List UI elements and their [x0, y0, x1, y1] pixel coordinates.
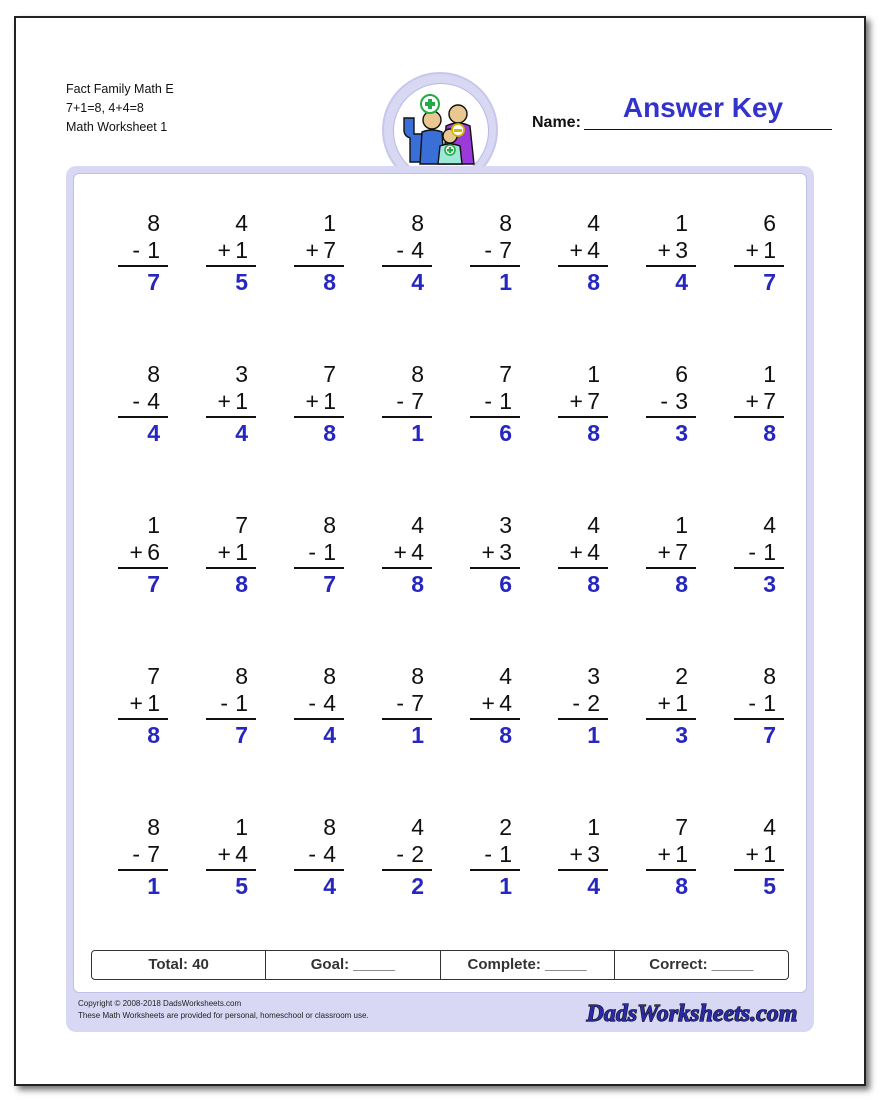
problem-bottom-line — [196, 539, 256, 566]
operator-sign: - — [484, 841, 493, 867]
problem-bottom-line — [108, 539, 168, 566]
operator-sign: + — [657, 690, 671, 716]
operator-sign: + — [745, 237, 759, 263]
problem-top-number: 8 — [411, 210, 424, 236]
answer-key-label: Answer Key — [622, 92, 784, 123]
problem-bottom-line — [284, 237, 344, 264]
problem-bottom-number: 4 — [235, 841, 248, 867]
problem-top-number: 7 — [499, 361, 512, 387]
problem-top-number: 1 — [675, 210, 688, 236]
problem-answer: 8 — [499, 722, 512, 748]
problem-top-number: 8 — [147, 210, 160, 236]
operator-sign: - — [396, 237, 405, 263]
problem-top-number: 3 — [499, 512, 512, 538]
problem — [724, 512, 784, 599]
problem-bottom-line — [548, 388, 608, 415]
problem — [108, 210, 168, 297]
problem-answer: 4 — [147, 420, 160, 446]
problem-answer: 7 — [147, 269, 160, 295]
problem-top-number: 2 — [499, 814, 512, 840]
problem-top-number: 8 — [235, 663, 248, 689]
problem-bottom-number: 1 — [675, 690, 688, 716]
operator-sign: + — [657, 237, 671, 263]
problem-bottom-line — [636, 388, 696, 415]
problem-answer: 7 — [147, 571, 160, 597]
problem-bottom-number: 1 — [235, 388, 248, 414]
problem — [284, 512, 344, 599]
problem-bottom-number: 1 — [235, 690, 248, 716]
problem-answer: 3 — [675, 722, 688, 748]
problem — [108, 512, 168, 599]
problem-bottom-number: 7 — [499, 237, 512, 263]
operator-sign: - — [484, 388, 493, 414]
problem-bottom-line — [724, 690, 784, 717]
problem-top-number: 7 — [675, 814, 688, 840]
score-bar — [91, 950, 789, 980]
operator-sign: + — [569, 539, 583, 565]
operator-sign: - — [396, 690, 405, 716]
problem-answer: 6 — [499, 420, 512, 446]
problem — [548, 512, 608, 599]
problem — [724, 814, 784, 901]
problem-answer: 8 — [323, 269, 336, 295]
operator-sign: - — [660, 388, 669, 414]
problem-answer: 3 — [675, 420, 688, 446]
problem — [196, 663, 256, 750]
problem-bottom-number: 4 — [499, 690, 512, 716]
problem-bottom-line — [284, 690, 344, 717]
problem-answer: 4 — [323, 722, 336, 748]
operator-sign: - — [572, 690, 581, 716]
operator-sign: - — [748, 690, 757, 716]
problem-top-number: 4 — [587, 512, 600, 538]
problem-top-number: 4 — [587, 210, 600, 236]
problem-bottom-line — [460, 841, 520, 868]
operator-sign: - — [220, 690, 229, 716]
problem-bottom-number: 2 — [587, 690, 600, 716]
worksheet-number: Math Worksheet 1 — [66, 120, 168, 134]
operator-sign: + — [657, 841, 671, 867]
problem — [284, 210, 344, 297]
name-label: Name: — [532, 114, 581, 131]
problem-bottom-line — [460, 539, 520, 566]
problem-top-number: 7 — [323, 361, 336, 387]
problem-bottom-number: 1 — [323, 539, 336, 565]
problem-answer: 8 — [587, 420, 600, 446]
operator-sign: + — [217, 539, 231, 565]
problem-answer: 6 — [499, 571, 512, 597]
problem-bottom-line — [548, 841, 608, 868]
problem-bottom-line — [724, 841, 784, 868]
problem-bottom-line — [636, 690, 696, 717]
problem — [460, 361, 520, 448]
problem-top-number: 7 — [147, 663, 160, 689]
problem-bottom-number: 4 — [147, 388, 160, 414]
problem-top-number: 3 — [587, 663, 600, 689]
problem-bottom-number: 1 — [763, 690, 776, 716]
problem-top-number: 4 — [411, 814, 424, 840]
problem — [196, 361, 256, 448]
problem-bottom-line — [724, 388, 784, 415]
problem — [372, 210, 432, 297]
operator-sign: + — [569, 237, 583, 263]
problem-bottom-line — [108, 388, 168, 415]
problem-bottom-number: 4 — [411, 539, 424, 565]
problem-bottom-line — [548, 237, 608, 264]
problem-bottom-number: 4 — [587, 539, 600, 565]
problem-top-number: 8 — [323, 512, 336, 538]
problem-bottom-line — [724, 539, 784, 566]
correct-cell: Correct: _____ — [649, 956, 754, 973]
problem — [636, 512, 696, 599]
problem — [284, 361, 344, 448]
problem-bottom-number: 1 — [323, 388, 336, 414]
problem — [636, 814, 696, 901]
problem-top-number: 2 — [675, 663, 688, 689]
problem-bottom-number: 4 — [411, 237, 424, 263]
problem-bottom-number: 1 — [147, 237, 160, 263]
problem-top-number: 1 — [587, 361, 600, 387]
problem — [548, 210, 608, 297]
problem — [636, 663, 696, 750]
problem-bottom-number: 7 — [675, 539, 688, 565]
operator-sign: - — [308, 690, 317, 716]
operator-sign: - — [748, 539, 757, 565]
problem-answer: 8 — [323, 420, 336, 446]
problem-answer: 8 — [587, 571, 600, 597]
operator-sign: + — [569, 841, 583, 867]
problem-top-number: 8 — [411, 361, 424, 387]
problem-top-number: 8 — [411, 663, 424, 689]
complete-cell: Complete: _____ — [441, 951, 615, 979]
problem-answer: 7 — [235, 722, 248, 748]
problem-top-number: 3 — [235, 361, 248, 387]
problem — [460, 663, 520, 750]
problem-top-number: 8 — [499, 210, 512, 236]
problem — [196, 512, 256, 599]
problem-top-number: 4 — [235, 210, 248, 236]
problem-bottom-line — [196, 237, 256, 264]
problem-top-number: 4 — [411, 512, 424, 538]
problem — [372, 814, 432, 901]
problem-top-number: 1 — [235, 814, 248, 840]
problem-bottom-line — [108, 690, 168, 717]
problem-bottom-line — [636, 539, 696, 566]
problem-bottom-number: 1 — [235, 237, 248, 263]
problem-bottom-line — [548, 539, 608, 566]
operator-sign: + — [217, 237, 231, 263]
problem-bottom-number: 3 — [675, 237, 688, 263]
problem-answer: 2 — [411, 873, 424, 899]
problem-answer: 8 — [675, 873, 688, 899]
operator-sign: - — [132, 841, 141, 867]
problem — [196, 210, 256, 297]
problem-bottom-number: 7 — [411, 690, 424, 716]
operator-sign: + — [745, 388, 759, 414]
problem-bottom-line — [284, 539, 344, 566]
problem — [724, 663, 784, 750]
problem-bottom-number: 1 — [499, 841, 512, 867]
problem-top-number: 1 — [323, 210, 336, 236]
problem-bottom-line — [196, 388, 256, 415]
problem-bottom-line — [724, 237, 784, 264]
name-line — [584, 129, 832, 130]
worksheet-page — [14, 16, 866, 1086]
operator-sign: + — [217, 841, 231, 867]
operator-sign: - — [396, 841, 405, 867]
worksheet-header-info — [66, 80, 174, 137]
problem-bottom-number: 4 — [323, 690, 336, 716]
total-cell: Total: 40 — [92, 951, 266, 979]
problem-top-number: 4 — [499, 663, 512, 689]
copyright-line: Copyright © 2008-2018 DadsWorksheets.com — [78, 999, 242, 1008]
operator-sign: + — [129, 690, 143, 716]
problem-bottom-number: 1 — [763, 841, 776, 867]
operator-sign: + — [657, 539, 671, 565]
operator-sign: + — [745, 841, 759, 867]
svg-text:DadsWorksheets.com: DadsWorksheets.com — [586, 1001, 798, 1027]
problem — [724, 210, 784, 297]
problem-bottom-number: 7 — [411, 388, 424, 414]
problem-bottom-number: 7 — [323, 237, 336, 263]
problem-bottom-number: 7 — [763, 388, 776, 414]
problem-answer: 1 — [147, 873, 160, 899]
problem-bottom-line — [460, 388, 520, 415]
problem-answer: 1 — [587, 722, 600, 748]
operator-sign: - — [308, 841, 317, 867]
problem — [636, 361, 696, 448]
problem-top-number: 1 — [147, 512, 160, 538]
operator-sign: + — [129, 539, 143, 565]
problem-answer: 1 — [411, 420, 424, 446]
problem-answer: 4 — [411, 269, 424, 295]
problem-bottom-number: 3 — [499, 539, 512, 565]
problem-top-number: 1 — [587, 814, 600, 840]
problem-bottom-number: 4 — [323, 841, 336, 867]
problem-bottom-number: 1 — [763, 539, 776, 565]
problem-answer: 5 — [763, 873, 776, 899]
problem — [548, 361, 608, 448]
problem-bottom-number: 1 — [499, 388, 512, 414]
problem-answer: 7 — [763, 269, 776, 295]
problem-top-number: 1 — [763, 361, 776, 387]
problem-bottom-line — [372, 237, 432, 264]
problem-top-number: 6 — [763, 210, 776, 236]
problem — [372, 512, 432, 599]
problem-bottom-line — [196, 690, 256, 717]
problem-top-number: 8 — [147, 361, 160, 387]
problem-answer: 5 — [235, 269, 248, 295]
problem-bottom-number: 6 — [147, 539, 160, 565]
problem-answer: 1 — [499, 269, 512, 295]
problem-answer: 8 — [235, 571, 248, 597]
operator-sign: - — [132, 388, 141, 414]
problem-bottom-number: 3 — [587, 841, 600, 867]
operator-sign: + — [481, 690, 495, 716]
problem — [372, 361, 432, 448]
problem-bottom-number: 4 — [587, 237, 600, 263]
worksheet-title: Fact Family Math E — [66, 82, 174, 96]
problem-bottom-line — [548, 690, 608, 717]
operator-sign: + — [305, 388, 319, 414]
problem-top-number: 7 — [235, 512, 248, 538]
problem-answer: 1 — [411, 722, 424, 748]
problem — [284, 663, 344, 750]
problem-top-number: 4 — [763, 814, 776, 840]
problem-bottom-line — [460, 690, 520, 717]
problem-answer: 7 — [763, 722, 776, 748]
operator-sign: + — [305, 237, 319, 263]
operator-sign: + — [393, 539, 407, 565]
problem-bottom-line — [460, 237, 520, 264]
goal-cell: Goal: _____ — [266, 951, 440, 979]
problem-bottom-number: 1 — [763, 237, 776, 263]
problem-answer: 8 — [587, 269, 600, 295]
problem-bottom-number: 1 — [235, 539, 248, 565]
problem — [548, 663, 608, 750]
dadsworksheets-logo — [582, 996, 802, 1030]
problem-answer: 4 — [323, 873, 336, 899]
problem-top-number: 4 — [763, 512, 776, 538]
problem-top-number: 6 — [675, 361, 688, 387]
usage-notice: These Math Worksheets are provided for personal, homeschool or classroom use. — [78, 1011, 369, 1020]
problem-bottom-line — [372, 388, 432, 415]
problem-bottom-number: 7 — [147, 841, 160, 867]
problems-grid — [73, 173, 807, 993]
problem-bottom-number: 2 — [411, 841, 424, 867]
problem — [460, 814, 520, 901]
problem — [372, 663, 432, 750]
problems-frame — [66, 166, 814, 1032]
problem-bottom-number: 1 — [147, 690, 160, 716]
problem-bottom-line — [284, 388, 344, 415]
operator-sign: + — [481, 539, 495, 565]
operator-sign: - — [484, 237, 493, 263]
problem-answer: 4 — [587, 873, 600, 899]
problem — [636, 210, 696, 297]
problem-answer: 8 — [675, 571, 688, 597]
problem — [108, 663, 168, 750]
operator-sign: - — [132, 237, 141, 263]
problem-answer: 8 — [763, 420, 776, 446]
problem-bottom-line — [284, 841, 344, 868]
problem-bottom-line — [372, 539, 432, 566]
problem — [108, 814, 168, 901]
problem — [108, 361, 168, 448]
copyright-notice — [78, 998, 369, 1022]
problem-answer: 4 — [675, 269, 688, 295]
problem-answer: 3 — [763, 571, 776, 597]
problem — [548, 814, 608, 901]
problem-top-number: 8 — [323, 814, 336, 840]
problem-top-number: 8 — [147, 814, 160, 840]
problem-answer: 5 — [235, 873, 248, 899]
problem-answer: 8 — [411, 571, 424, 597]
operator-sign: + — [217, 388, 231, 414]
problem-bottom-number: 7 — [587, 388, 600, 414]
problem-bottom-line — [636, 841, 696, 868]
problem-bottom-line — [108, 841, 168, 868]
problem-answer: 4 — [235, 420, 248, 446]
worksheet-fact-family: 7+1=8, 4+4=8 — [66, 101, 144, 115]
problem-answer: 7 — [323, 571, 336, 597]
problem-bottom-number: 1 — [675, 841, 688, 867]
problem-answer: 8 — [147, 722, 160, 748]
problem-top-number: 1 — [675, 512, 688, 538]
problem-bottom-number: 3 — [675, 388, 688, 414]
problem — [284, 814, 344, 901]
operator-sign: - — [396, 388, 405, 414]
problem-answer: 1 — [499, 873, 512, 899]
problem — [460, 512, 520, 599]
problem-bottom-line — [372, 841, 432, 868]
operator-sign: - — [308, 539, 317, 565]
problem-bottom-line — [636, 237, 696, 264]
problem-top-number: 8 — [763, 663, 776, 689]
operator-sign: + — [569, 388, 583, 414]
problem — [724, 361, 784, 448]
problem-bottom-line — [108, 237, 168, 264]
problem-bottom-line — [372, 690, 432, 717]
problem-bottom-line — [196, 841, 256, 868]
problem-top-number: 8 — [323, 663, 336, 689]
problem — [460, 210, 520, 297]
problem — [196, 814, 256, 901]
